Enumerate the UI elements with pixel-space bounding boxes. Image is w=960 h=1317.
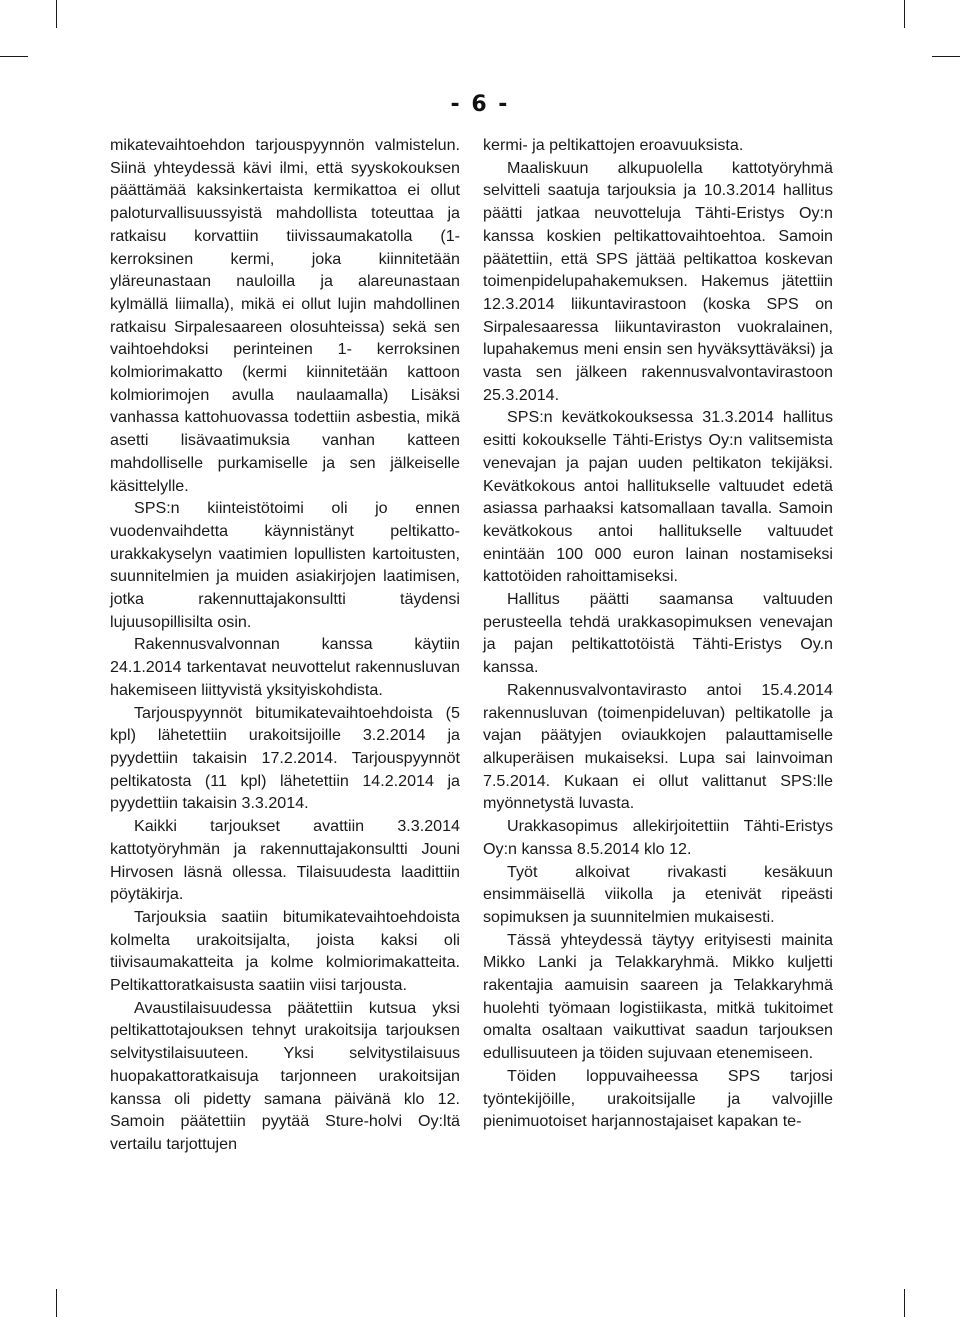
crop-mark-left-top — [0, 56, 28, 57]
page-number: - 6 - — [450, 92, 510, 117]
paragraph: mikatevaihtoehdon tarjouspyynnön valmistelun. Siinä yhteydessä kävi ilmi, että syyskokouksen päättämää kaksinkertaista kermikattoa ei ollut paloturvallisuussyistä mahdollista toteuttaa ja ratkaisu korvattiin tiivissaumakatolla (1-kerroksinen kermi, joka kiinnitetään yläreunastaan nauloilla ja alareunastaan kylmällä liimalla), mikä ei ollut lujin mahdollinen ratkaisu Sirpalesaareen olosuhteissa) sekä sen vaihtoehdoksi perinteinen 1- kerroksinen kolmiorimakatto (kermi kiinnitetään kattoon kolmiorimojen avulla naulaamalla) Lisäksi vanhassa kattohuovassa todettiin asbestia, mikä asetti lisävaatimuksia vanhan katteen mahdolliselle purkamiselle ja sen jälkeiselle käsittelylle. — [110, 136, 460, 495]
crop-mark-top-left — [56, 0, 57, 28]
right-column — [483, 134, 833, 1133]
paragraph: Tarjouspyynnöt bitumikatevaihtoehdoista (5 kpl) lähetettiin urakoitsijoille 3.2.2014 ja pyydettiin takaisin 17.2.2014. Tarjouspyynnöt peltikatosta (11 kpl) lähetettiin 14.2.2014 ja pyydettiin takaisin 3.3.2014. — [110, 703, 460, 813]
paragraph: Rakennusvalvontavirasto antoi 15.4.2014 rakennusluvan (toimenpideluvan) peltikatolle ja vajan päätyjen oviaukkojen palauttamiselle alkuperäisen mukaiseksi. Lupa sai lainvoiman 7.5.2014. Kukaan ei ollut valittanut SPS:lle myönnetystä luvasta. — [483, 680, 833, 813]
paragraph: Kaikki tarjoukset avattiin 3.3.2014 kattotyöryhmän ja rakennuttajakonsultti Jouni Hirvosen läsnä ollessa. Tilaisuudesta laadittiin pöytäkirja. — [110, 817, 460, 904]
paragraph: SPS:n kiinteistötoimi oli jo ennen vuodenvaihdetta käynnistänyt peltikatto-urakkakyselyn vaatimien lopullisten kartoitusten, suunnitelmien ja muiden asiakirjojen laatimisen, jotka rakennuttajakonsultti täydensi lujuusopillisilta osin. — [110, 499, 460, 631]
left-column — [110, 134, 460, 1156]
paragraph: kermi- ja peltikattojen eroavuuksista. — [483, 136, 744, 154]
paragraph: Maaliskuun alkupuolella kattotyöryhmä selvitteli saatuja tarjouksia ja 10.3.2014 hallitus päätti jatkaa neuvotteluja Tähti-Eristys Oy:n kanssa koskien peltikattovaihtoehtoa. Samoin päätettiin, että SPS jättää peltikattoa koskevan toimenpidelupahakemuksen. Hakemus jätettiin 12.3.2014 liikuntavirastoon (koska SPS on Sirpalesaaressa liikuntaviraston vuokralainen, lupahakemus meni ensin sen hyväksyttäväksi) ja vasta sen jälkeen rakennusvalvontavirastoon 25.3.2014. — [483, 158, 833, 404]
crop-mark-right-top — [932, 56, 960, 57]
paragraph: SPS:n kevätkokouksessa 31.3.2014 hallitus esitti kokoukselle Tähti-Eristys Oy:n valitsemista venevajan ja pajan uuden peltikaton tekijäksi. Kevätkokous antoi hallitukselle valtuudet edetä asiassa parhaaksi katsomallaan tavalla. Samoin kevätkokous antoi hallitukselle valtuudet enintään 100 000 euron lainan nostamiseksi kattotöiden rahoittamiseksi. — [483, 408, 833, 586]
paragraph: Avaustilaisuudessa päätettiin kutsua yksi peltikattotajouksen tehnyt urakoitsija tarjouksen selvitystilaisuuteen. Yksi selvitystilaisuus huopakattoratkaisuja tarjonneen urakoitsijan kanssa oli pidetty samana päivänä klo 12. Samoin päätettiin pyytää Sture-holvi Oy:ltä vertailu tarjottujen — [110, 998, 460, 1153]
paragraph: Urakkasopimus allekirjoitettiin Tähti-Eristys Oy:n kanssa 8.5.2014 klo 12. — [483, 817, 833, 858]
paragraph: Töiden loppuvaiheessa SPS tarjosi työntekijöille, urakoitsijalle ja valvojille pienimuotoiset harjannostajaiset kapakan te- — [483, 1066, 833, 1131]
paragraph: Hallitus päätti saamansa valtuuden perusteella tehdä urakkasopimuksen venevajan ja pajan peltikattotöistä Tähti-Eristys Oy.n kanssa. — [483, 590, 833, 677]
crop-mark-bottom-right — [904, 1289, 905, 1317]
paragraph: Työt alkoivat rivakasti kesäkuun ensimmäisellä viikolla ja etenivät ripeästi sopimuksen ja suunnitelmien mukaisesti. — [483, 862, 833, 926]
paragraph: Tässä yhteydessä täytyy erityisesti mainita Mikko Lanki ja Telakkaryhmä. Mikko kuljetti rakentajia aamuisin saareen ja Telakkaryhmä huolehti työmaan logistiikasta, mitkä tukitoimet omalta osaltaan vaikuttivat saadun tarjouksen edullisuuteen ja töiden sujuvaan etenemiseen. — [483, 930, 833, 1063]
crop-mark-bottom-left — [56, 1289, 57, 1317]
crop-mark-top-right — [904, 0, 905, 28]
paragraph: Rakennusvalvonnan kanssa käytiin 24.1.2014 tarkentavat neuvottelut rakennusluvan hakemiseen liittyvistä yksityiskohdista. — [110, 635, 460, 699]
paragraph: Tarjouksia saatiin bitumikatevaihtoehdoista kolmelta urakoitsijalta, joista kaksi oli tiivisaumakatteita ja kolme kolmiorimakatteita. Peltikattoratkaisusta saatiin viisi tarjousta. — [110, 907, 460, 995]
